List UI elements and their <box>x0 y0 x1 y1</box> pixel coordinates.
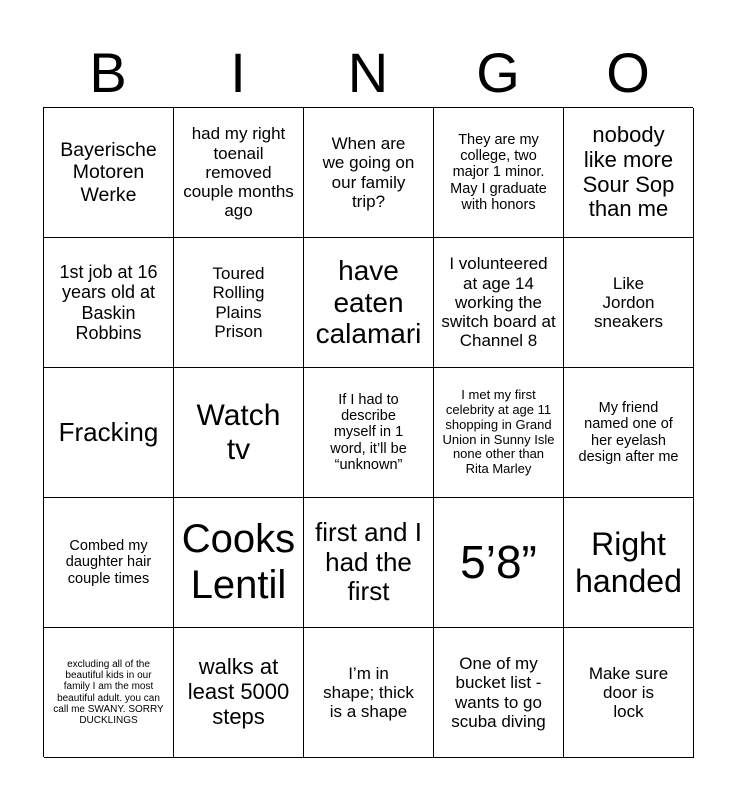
bingo-cell-r4-c4[interactable] <box>434 498 564 628</box>
cell-text: have eaten calamari <box>315 255 422 350</box>
cell-text: Toured Rolling Plains Prison <box>212 264 265 341</box>
bingo-cell-r3-c1[interactable] <box>44 368 174 498</box>
cell-text: Watch tv <box>196 398 281 466</box>
cell-text: excluding all of the beautiful kids in our family I am the most beautiful adult. you can call me SWANY. SORRY DUCKLINGS <box>53 658 164 727</box>
bingo-cell-r1-c5[interactable] <box>564 108 694 238</box>
cell-text: They are my college, two major 1 minor. May I graduate with honors <box>450 131 547 214</box>
bingo-cell-r3-c2[interactable] <box>174 368 304 498</box>
cell-text: first and I had the first <box>315 517 422 607</box>
header-letter-i: I <box>230 41 246 104</box>
bingo-cell-r1-c4[interactable] <box>434 108 564 238</box>
header-letter-n: N <box>347 41 389 104</box>
bingo-cell-r5-c4[interactable] <box>434 628 564 758</box>
bingo-cell-r3-c5[interactable] <box>564 368 694 498</box>
bingo-header <box>43 40 693 106</box>
cell-text: walks at least 5000 steps <box>187 654 290 729</box>
bingo-cell-r1-c1[interactable] <box>44 108 174 238</box>
cell-text: Like Jordon sneakers <box>594 273 663 332</box>
cell-text: One of my bucket list - wants to go scuba diving <box>451 654 546 731</box>
bingo-cell-r4-c1[interactable] <box>44 498 174 628</box>
bingo-cell-r5-c5[interactable] <box>564 628 694 758</box>
header-letter-b: B <box>89 41 127 104</box>
cell-text: I’m in shape; thick is a shape <box>323 663 414 722</box>
bingo-cell-r3-c3[interactable] <box>304 368 434 498</box>
cell-text: Fracking <box>58 416 159 447</box>
cell-text: I met my first celebrity at age 11 shopping in Grand Union in Sunny Isle none other than Rita Marley <box>442 387 555 476</box>
bingo-cell-r1-c3[interactable] <box>304 108 434 238</box>
cell-text: nobody like more Sour Sop than me <box>582 121 675 222</box>
cell-text: I volunteered at age 14 working the switch board at Channel 8 <box>441 254 556 351</box>
cell-text: Bayerische Motoren Werke <box>60 139 157 206</box>
bingo-board <box>43 107 693 757</box>
header-letter-o: O <box>606 41 650 104</box>
bingo-cell-r2-c4[interactable] <box>434 238 564 368</box>
cell-text: 1st job at 16 years old at Baskin Robbins <box>59 261 158 343</box>
bingo-cell-r5-c2[interactable] <box>174 628 304 758</box>
cell-text: When are we going on our family trip? <box>322 134 415 211</box>
bingo-cell-r2-c5[interactable] <box>564 238 694 368</box>
cell-text: Combed my daughter hair couple times <box>65 537 152 587</box>
bingo-cell-r3-c4[interactable] <box>434 368 564 498</box>
bingo-cell-r5-c3[interactable] <box>304 628 434 758</box>
bingo-cell-r2-c2[interactable] <box>174 238 304 368</box>
cell-text: Right handed <box>575 526 682 599</box>
cell-text: Cooks Lentil <box>181 517 296 607</box>
bingo-cell-r4-c3[interactable] <box>304 498 434 628</box>
cell-text: Make sure door is lock <box>588 663 669 722</box>
bingo-cell-r5-c1[interactable] <box>44 628 174 758</box>
header-letter-g: G <box>476 41 520 104</box>
bingo-cell-r4-c5[interactable] <box>564 498 694 628</box>
bingo-cell-r2-c3[interactable] <box>304 238 434 368</box>
bingo-cell-r2-c1[interactable] <box>44 238 174 368</box>
bingo-cell-r4-c2[interactable] <box>174 498 304 628</box>
bingo-cell-r1-c2[interactable] <box>174 108 304 238</box>
cell-text: If I had to describe myself in 1 word, it’ll be “unknown” <box>330 391 407 474</box>
cell-text: 5’8” <box>460 535 537 588</box>
cell-text: had my right toenail removed couple months ago <box>183 124 294 221</box>
cell-text: My friend named one of her eyelash design after me <box>578 399 679 465</box>
